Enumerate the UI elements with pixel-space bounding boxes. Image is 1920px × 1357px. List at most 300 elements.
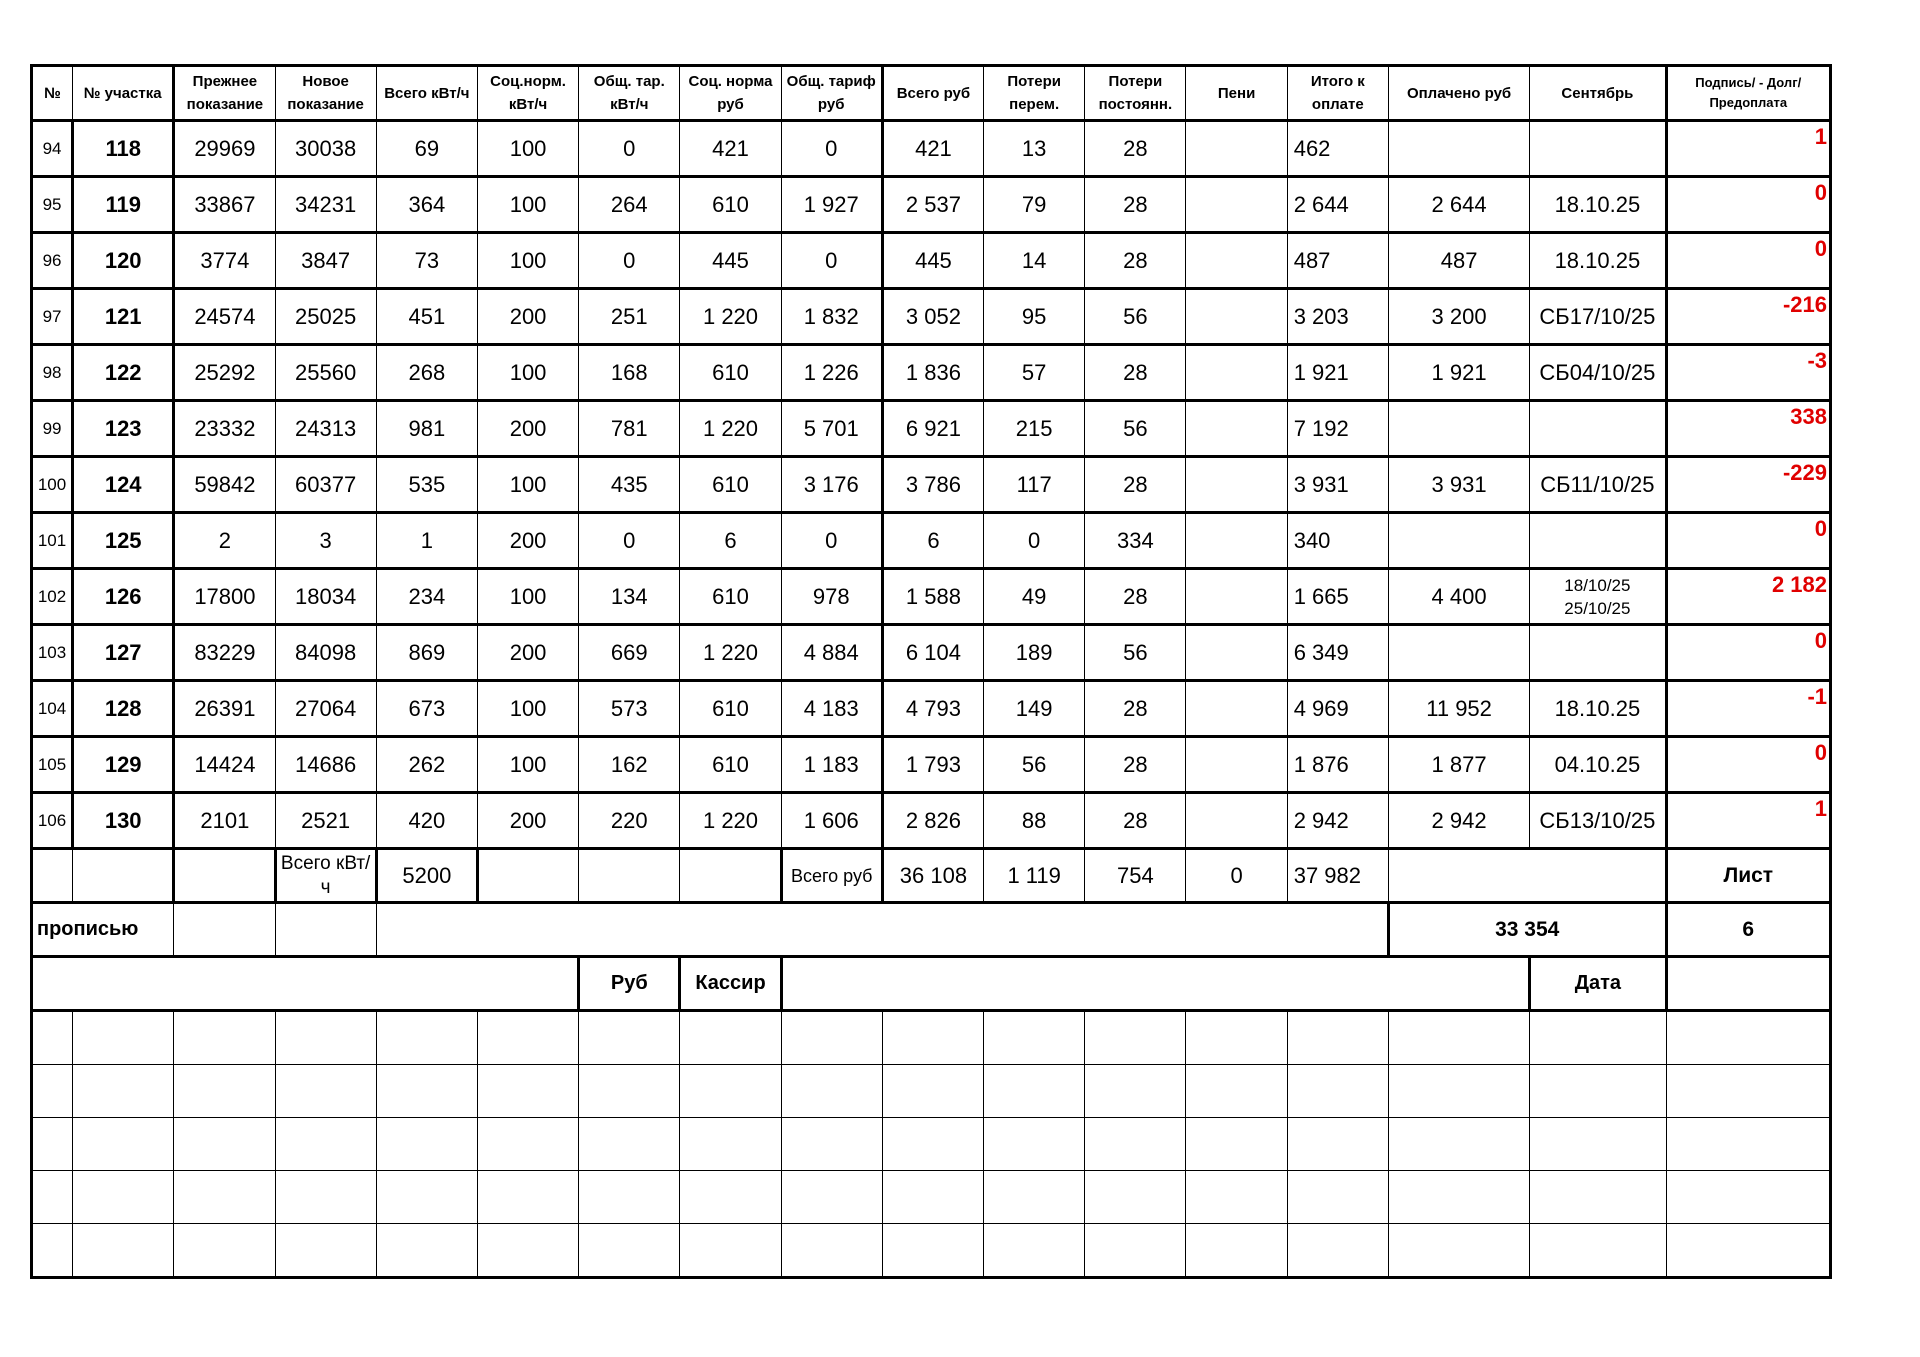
gen-tariff-rub: 1 606 bbox=[781, 793, 882, 849]
blank-cell bbox=[680, 1171, 781, 1224]
plot-number: 122 bbox=[73, 345, 174, 401]
blank-cell bbox=[1186, 1118, 1287, 1171]
header-gen-tariff-rub: Общ. тариф руб bbox=[781, 66, 882, 121]
gen-tariff-rub: 4 183 bbox=[781, 681, 882, 737]
payment-date bbox=[1530, 401, 1666, 457]
total-rub: 1 793 bbox=[882, 737, 983, 793]
total-rub: 4 793 bbox=[882, 681, 983, 737]
paid: 3 931 bbox=[1388, 457, 1529, 513]
prev-reading: 25292 bbox=[174, 345, 275, 401]
header-penalty: Пени bbox=[1186, 66, 1287, 121]
loss-const: 28 bbox=[1085, 345, 1186, 401]
blank-cell bbox=[882, 1118, 983, 1171]
blank-cell bbox=[1666, 1171, 1830, 1224]
balance: 1 bbox=[1666, 121, 1830, 177]
new-reading: 34231 bbox=[275, 177, 376, 233]
blank-cell bbox=[1530, 1011, 1666, 1065]
blank-cell bbox=[174, 1224, 275, 1278]
blank-cell bbox=[275, 1171, 376, 1224]
plot-number: 128 bbox=[73, 681, 174, 737]
payment-date: СБ13/10/25 bbox=[1530, 793, 1666, 849]
balance: 0 bbox=[1666, 625, 1830, 681]
row-number: 101 bbox=[32, 513, 73, 569]
blank-cell bbox=[882, 1011, 983, 1065]
blank-cell bbox=[1388, 1118, 1529, 1171]
gen-tariff-kwh: 264 bbox=[579, 177, 680, 233]
blank-cell bbox=[1085, 1224, 1186, 1278]
prev-reading: 33867 bbox=[174, 177, 275, 233]
blank-cell bbox=[376, 1118, 477, 1171]
totals-rub-label: Всего руб bbox=[781, 849, 882, 903]
new-reading: 25025 bbox=[275, 289, 376, 345]
to-pay: 2 644 bbox=[1287, 177, 1388, 233]
paid: 4 400 bbox=[1388, 569, 1529, 625]
blank-cell bbox=[1388, 1224, 1529, 1278]
blank-cell bbox=[1530, 1171, 1666, 1224]
blank-cell bbox=[32, 1224, 73, 1278]
blank-cell bbox=[781, 1011, 882, 1065]
blank-cell bbox=[1186, 1011, 1287, 1065]
gen-tariff-kwh: 134 bbox=[579, 569, 680, 625]
loss-const: 28 bbox=[1085, 457, 1186, 513]
table-row bbox=[32, 401, 1831, 457]
total-kwh: 535 bbox=[376, 457, 477, 513]
balance: -1 bbox=[1666, 681, 1830, 737]
penalty bbox=[1186, 457, 1287, 513]
to-pay: 6 349 bbox=[1287, 625, 1388, 681]
to-pay: 3 931 bbox=[1287, 457, 1388, 513]
total-rub: 1 588 bbox=[882, 569, 983, 625]
balance: 0 bbox=[1666, 233, 1830, 289]
header-to-pay: Итого к оплате bbox=[1287, 66, 1388, 121]
to-pay: 1 876 bbox=[1287, 737, 1388, 793]
total-kwh: 234 bbox=[376, 569, 477, 625]
soc-norm-rub: 610 bbox=[680, 345, 781, 401]
balance: 338 bbox=[1666, 401, 1830, 457]
header-total-kwh: Всего кВт/ч bbox=[376, 66, 477, 121]
soc-norm-rub: 1 220 bbox=[680, 625, 781, 681]
gen-tariff-kwh: 0 bbox=[579, 233, 680, 289]
blank-cell bbox=[1287, 1011, 1388, 1065]
total-rub: 6 bbox=[882, 513, 983, 569]
balance: 0 bbox=[1666, 513, 1830, 569]
blank-cell bbox=[1186, 1224, 1287, 1278]
total-kwh: 69 bbox=[376, 121, 477, 177]
blank-row bbox=[32, 1065, 1831, 1118]
gen-tariff-rub: 1 832 bbox=[781, 289, 882, 345]
loss-var: 56 bbox=[984, 737, 1085, 793]
header-soc-norm-rub: Соц. норма руб bbox=[680, 66, 781, 121]
blank-cell bbox=[376, 1224, 477, 1278]
loss-const: 28 bbox=[1085, 569, 1186, 625]
to-pay: 2 942 bbox=[1287, 793, 1388, 849]
penalty bbox=[1186, 737, 1287, 793]
total-rub: 1 836 bbox=[882, 345, 983, 401]
blank-cell bbox=[1530, 1065, 1666, 1118]
blank-row bbox=[32, 1118, 1831, 1171]
table-row bbox=[32, 737, 1831, 793]
date-label: Дата bbox=[1530, 957, 1666, 1011]
table-row bbox=[32, 681, 1831, 737]
loss-var: 57 bbox=[984, 345, 1085, 401]
penalty bbox=[1186, 289, 1287, 345]
blank-cell bbox=[477, 1011, 578, 1065]
blank-cell bbox=[275, 1011, 376, 1065]
soc-norm-rub: 6 bbox=[680, 513, 781, 569]
sheet-number: 6 bbox=[1666, 903, 1830, 957]
row-number: 98 bbox=[32, 345, 73, 401]
soc-norm-rub: 1 220 bbox=[680, 401, 781, 457]
blank-cell bbox=[174, 1011, 275, 1065]
blank-cell bbox=[1085, 1011, 1186, 1065]
blank-cell bbox=[73, 1224, 174, 1278]
loss-var: 88 bbox=[984, 793, 1085, 849]
header-total-rub: Всего руб bbox=[882, 66, 983, 121]
blank-cell bbox=[1287, 1224, 1388, 1278]
date-field bbox=[1666, 957, 1830, 1011]
plot-number: 118 bbox=[73, 121, 174, 177]
payment-date: 18.10.25 bbox=[1530, 177, 1666, 233]
cashier-field bbox=[781, 957, 1530, 1011]
blank-cell bbox=[1666, 1118, 1830, 1171]
loss-const: 28 bbox=[1085, 737, 1186, 793]
to-pay: 4 969 bbox=[1287, 681, 1388, 737]
header-gen-tariff-kwh: Общ. тар. кВт/ч bbox=[579, 66, 680, 121]
gen-tariff-kwh: 669 bbox=[579, 625, 680, 681]
total-kwh: 364 bbox=[376, 177, 477, 233]
balance: 0 bbox=[1666, 737, 1830, 793]
prev-reading: 26391 bbox=[174, 681, 275, 737]
payment-date: 18/10/25 25/10/25 bbox=[1530, 569, 1666, 625]
totals-kwh: 5200 bbox=[376, 849, 477, 903]
blank-cell bbox=[477, 1171, 578, 1224]
balance: -3 bbox=[1666, 345, 1830, 401]
blank-cell bbox=[1388, 1065, 1529, 1118]
balance: -229 bbox=[1666, 457, 1830, 513]
plot-number: 120 bbox=[73, 233, 174, 289]
gen-tariff-rub: 5 701 bbox=[781, 401, 882, 457]
blank-cell bbox=[882, 1224, 983, 1278]
blank-cell bbox=[174, 1065, 275, 1118]
soc-norm-kwh: 100 bbox=[477, 233, 578, 289]
to-pay: 340 bbox=[1287, 513, 1388, 569]
loss-const: 28 bbox=[1085, 681, 1186, 737]
header-new-reading: Новое показание bbox=[275, 66, 376, 121]
electricity-ledger-table bbox=[30, 64, 1832, 1279]
paid bbox=[1388, 121, 1529, 177]
soc-norm-rub: 610 bbox=[680, 681, 781, 737]
header-loss-const: Потери постоянн. bbox=[1085, 66, 1186, 121]
soc-norm-kwh: 100 bbox=[477, 737, 578, 793]
total-rub: 421 bbox=[882, 121, 983, 177]
row-number: 99 bbox=[32, 401, 73, 457]
table-row bbox=[32, 121, 1831, 177]
prev-reading: 3774 bbox=[174, 233, 275, 289]
blank-cell bbox=[984, 1171, 1085, 1224]
loss-var: 117 bbox=[984, 457, 1085, 513]
prev-reading: 2101 bbox=[174, 793, 275, 849]
penalty bbox=[1186, 513, 1287, 569]
total-rub: 445 bbox=[882, 233, 983, 289]
blank-cell bbox=[275, 1224, 376, 1278]
blank-cell bbox=[376, 1171, 477, 1224]
totals-to-pay: 37 982 bbox=[1287, 849, 1388, 903]
total-kwh: 1 bbox=[376, 513, 477, 569]
penalty bbox=[1186, 233, 1287, 289]
blank-cell bbox=[680, 1011, 781, 1065]
blank-cell bbox=[1085, 1065, 1186, 1118]
loss-const: 28 bbox=[1085, 177, 1186, 233]
soc-norm-kwh: 200 bbox=[477, 513, 578, 569]
row-number: 96 bbox=[32, 233, 73, 289]
blank-cell bbox=[477, 1118, 578, 1171]
blank-cell bbox=[73, 1171, 174, 1224]
total-kwh: 73 bbox=[376, 233, 477, 289]
gen-tariff-kwh: 573 bbox=[579, 681, 680, 737]
blank-cell bbox=[781, 1224, 882, 1278]
loss-var: 49 bbox=[984, 569, 1085, 625]
new-reading: 24313 bbox=[275, 401, 376, 457]
table-row bbox=[32, 457, 1831, 513]
soc-norm-rub: 1 220 bbox=[680, 793, 781, 849]
signature-row bbox=[32, 957, 1831, 1011]
header-sign: Подпись/ - Долг/Предоплата bbox=[1666, 66, 1830, 121]
header-prev-reading: Прежнее показание bbox=[174, 66, 275, 121]
prev-reading: 2 bbox=[174, 513, 275, 569]
blank-cell bbox=[376, 1065, 477, 1118]
total-kwh: 262 bbox=[376, 737, 477, 793]
blank-cell bbox=[477, 1224, 578, 1278]
gen-tariff-rub: 0 bbox=[781, 121, 882, 177]
blank-row bbox=[32, 1011, 1831, 1065]
blank-cell bbox=[32, 1171, 73, 1224]
amount-sum: 33 354 bbox=[1388, 903, 1666, 957]
amount-in-words-field bbox=[376, 903, 1388, 957]
blank-cell bbox=[174, 1171, 275, 1224]
gen-tariff-kwh: 168 bbox=[579, 345, 680, 401]
blank-cell bbox=[1085, 1171, 1186, 1224]
totals-loss-const: 754 bbox=[1085, 849, 1186, 903]
total-rub: 2 537 bbox=[882, 177, 983, 233]
paid: 2 942 bbox=[1388, 793, 1529, 849]
blank-cell bbox=[1666, 1011, 1830, 1065]
blank-cell bbox=[1530, 1118, 1666, 1171]
plot-number: 124 bbox=[73, 457, 174, 513]
soc-norm-rub: 445 bbox=[680, 233, 781, 289]
loss-var: 14 bbox=[984, 233, 1085, 289]
blank-row bbox=[32, 1171, 1831, 1224]
to-pay: 1 921 bbox=[1287, 345, 1388, 401]
totals-row bbox=[32, 849, 1831, 903]
prev-reading: 17800 bbox=[174, 569, 275, 625]
blank-cell bbox=[1287, 1065, 1388, 1118]
prev-reading: 29969 bbox=[174, 121, 275, 177]
soc-norm-kwh: 100 bbox=[477, 177, 578, 233]
penalty bbox=[1186, 401, 1287, 457]
table-row bbox=[32, 289, 1831, 345]
blank-cell bbox=[579, 1224, 680, 1278]
gen-tariff-rub: 0 bbox=[781, 233, 882, 289]
total-kwh: 869 bbox=[376, 625, 477, 681]
blank-cell bbox=[1530, 1224, 1666, 1278]
balance: 1 bbox=[1666, 793, 1830, 849]
gen-tariff-kwh: 0 bbox=[579, 121, 680, 177]
soc-norm-kwh: 200 bbox=[477, 793, 578, 849]
gen-tariff-kwh: 220 bbox=[579, 793, 680, 849]
balance: 2 182 bbox=[1666, 569, 1830, 625]
header-loss-var: Потери перем. bbox=[984, 66, 1085, 121]
blank-row bbox=[32, 1224, 1831, 1278]
loss-const: 28 bbox=[1085, 233, 1186, 289]
gen-tariff-rub: 978 bbox=[781, 569, 882, 625]
paid bbox=[1388, 625, 1529, 681]
blank-cell bbox=[174, 1118, 275, 1171]
plot-number: 121 bbox=[73, 289, 174, 345]
blank-cell bbox=[984, 1065, 1085, 1118]
total-rub: 6 921 bbox=[882, 401, 983, 457]
row-number: 103 bbox=[32, 625, 73, 681]
table-row bbox=[32, 233, 1831, 289]
loss-const: 28 bbox=[1085, 793, 1186, 849]
row-number: 94 bbox=[32, 121, 73, 177]
new-reading: 2521 bbox=[275, 793, 376, 849]
prev-reading: 14424 bbox=[174, 737, 275, 793]
blank-cell bbox=[32, 1065, 73, 1118]
new-reading: 84098 bbox=[275, 625, 376, 681]
row-number: 100 bbox=[32, 457, 73, 513]
balance: 0 bbox=[1666, 177, 1830, 233]
new-reading: 3 bbox=[275, 513, 376, 569]
blank-cell bbox=[73, 1118, 174, 1171]
soc-norm-kwh: 200 bbox=[477, 625, 578, 681]
rub-label: Руб bbox=[579, 957, 680, 1011]
loss-const: 56 bbox=[1085, 625, 1186, 681]
new-reading: 18034 bbox=[275, 569, 376, 625]
new-reading: 30038 bbox=[275, 121, 376, 177]
penalty bbox=[1186, 121, 1287, 177]
blank-cell bbox=[73, 1065, 174, 1118]
loss-const: 56 bbox=[1085, 401, 1186, 457]
penalty bbox=[1186, 793, 1287, 849]
header-row bbox=[32, 66, 1831, 121]
blank-cell bbox=[275, 1065, 376, 1118]
blank-cell bbox=[73, 1011, 174, 1065]
payment-date bbox=[1530, 513, 1666, 569]
totals-penalty: 0 bbox=[1186, 849, 1287, 903]
blank-cell bbox=[32, 1118, 73, 1171]
table-row bbox=[32, 513, 1831, 569]
to-pay: 3 203 bbox=[1287, 289, 1388, 345]
soc-norm-rub: 610 bbox=[680, 569, 781, 625]
soc-norm-kwh: 100 bbox=[477, 345, 578, 401]
payment-date: 18.10.25 bbox=[1530, 681, 1666, 737]
payment-date: 18.10.25 bbox=[1530, 233, 1666, 289]
row-number: 105 bbox=[32, 737, 73, 793]
paid: 1 921 bbox=[1388, 345, 1529, 401]
soc-norm-rub: 1 220 bbox=[680, 289, 781, 345]
to-pay: 7 192 bbox=[1287, 401, 1388, 457]
row-number: 95 bbox=[32, 177, 73, 233]
totals-rub: 36 108 bbox=[882, 849, 983, 903]
loss-var: 0 bbox=[984, 513, 1085, 569]
penalty bbox=[1186, 177, 1287, 233]
table-row bbox=[32, 625, 1831, 681]
blank-cell bbox=[32, 1011, 73, 1065]
blank-cell bbox=[579, 1171, 680, 1224]
payment-date: СБ17/10/25 bbox=[1530, 289, 1666, 345]
total-rub: 6 104 bbox=[882, 625, 983, 681]
blank-cell bbox=[1388, 1011, 1529, 1065]
header-paid: Оплачено руб bbox=[1388, 66, 1529, 121]
soc-norm-rub: 421 bbox=[680, 121, 781, 177]
gen-tariff-kwh: 435 bbox=[579, 457, 680, 513]
gen-tariff-rub: 1 226 bbox=[781, 345, 882, 401]
header-num: № bbox=[32, 66, 73, 121]
new-reading: 27064 bbox=[275, 681, 376, 737]
blank-cell bbox=[781, 1118, 882, 1171]
gen-tariff-rub: 1 183 bbox=[781, 737, 882, 793]
soc-norm-kwh: 100 bbox=[477, 457, 578, 513]
soc-norm-kwh: 100 bbox=[477, 121, 578, 177]
paid: 1 877 bbox=[1388, 737, 1529, 793]
penalty bbox=[1186, 569, 1287, 625]
blank-cell bbox=[1388, 1171, 1529, 1224]
table-row bbox=[32, 345, 1831, 401]
balance: -216 bbox=[1666, 289, 1830, 345]
table-row bbox=[32, 177, 1831, 233]
gen-tariff-rub: 1 927 bbox=[781, 177, 882, 233]
blank-cell bbox=[1666, 1065, 1830, 1118]
blank-cell bbox=[680, 1224, 781, 1278]
loss-var: 149 bbox=[984, 681, 1085, 737]
blank-cell bbox=[1186, 1065, 1287, 1118]
row-number: 97 bbox=[32, 289, 73, 345]
row-number: 104 bbox=[32, 681, 73, 737]
blank-cell bbox=[781, 1065, 882, 1118]
table-row bbox=[32, 793, 1831, 849]
payment-date: 04.10.25 bbox=[1530, 737, 1666, 793]
soc-norm-kwh: 200 bbox=[477, 401, 578, 457]
to-pay: 1 665 bbox=[1287, 569, 1388, 625]
blank-cell bbox=[1287, 1171, 1388, 1224]
soc-norm-kwh: 200 bbox=[477, 289, 578, 345]
loss-var: 79 bbox=[984, 177, 1085, 233]
plot-number: 125 bbox=[73, 513, 174, 569]
gen-tariff-kwh: 162 bbox=[579, 737, 680, 793]
prev-reading: 59842 bbox=[174, 457, 275, 513]
blank-cell bbox=[275, 1118, 376, 1171]
blank-cell bbox=[1287, 1118, 1388, 1171]
penalty bbox=[1186, 625, 1287, 681]
plot-number: 130 bbox=[73, 793, 174, 849]
totals-kwh-label: Всего кВт/ч bbox=[275, 849, 376, 903]
payment-date bbox=[1530, 625, 1666, 681]
prev-reading: 83229 bbox=[174, 625, 275, 681]
total-rub: 3 786 bbox=[882, 457, 983, 513]
header-plot: № участка bbox=[73, 66, 174, 121]
amount-in-words-label: прописью bbox=[32, 903, 174, 957]
blank-cell bbox=[680, 1118, 781, 1171]
gen-tariff-rub: 0 bbox=[781, 513, 882, 569]
table-row bbox=[32, 569, 1831, 625]
gen-tariff-kwh: 781 bbox=[579, 401, 680, 457]
payment-date: СБ11/10/25 bbox=[1530, 457, 1666, 513]
new-reading: 14686 bbox=[275, 737, 376, 793]
blank-cell bbox=[882, 1171, 983, 1224]
blank-cell bbox=[984, 1011, 1085, 1065]
gen-tariff-rub: 4 884 bbox=[781, 625, 882, 681]
to-pay: 487 bbox=[1287, 233, 1388, 289]
